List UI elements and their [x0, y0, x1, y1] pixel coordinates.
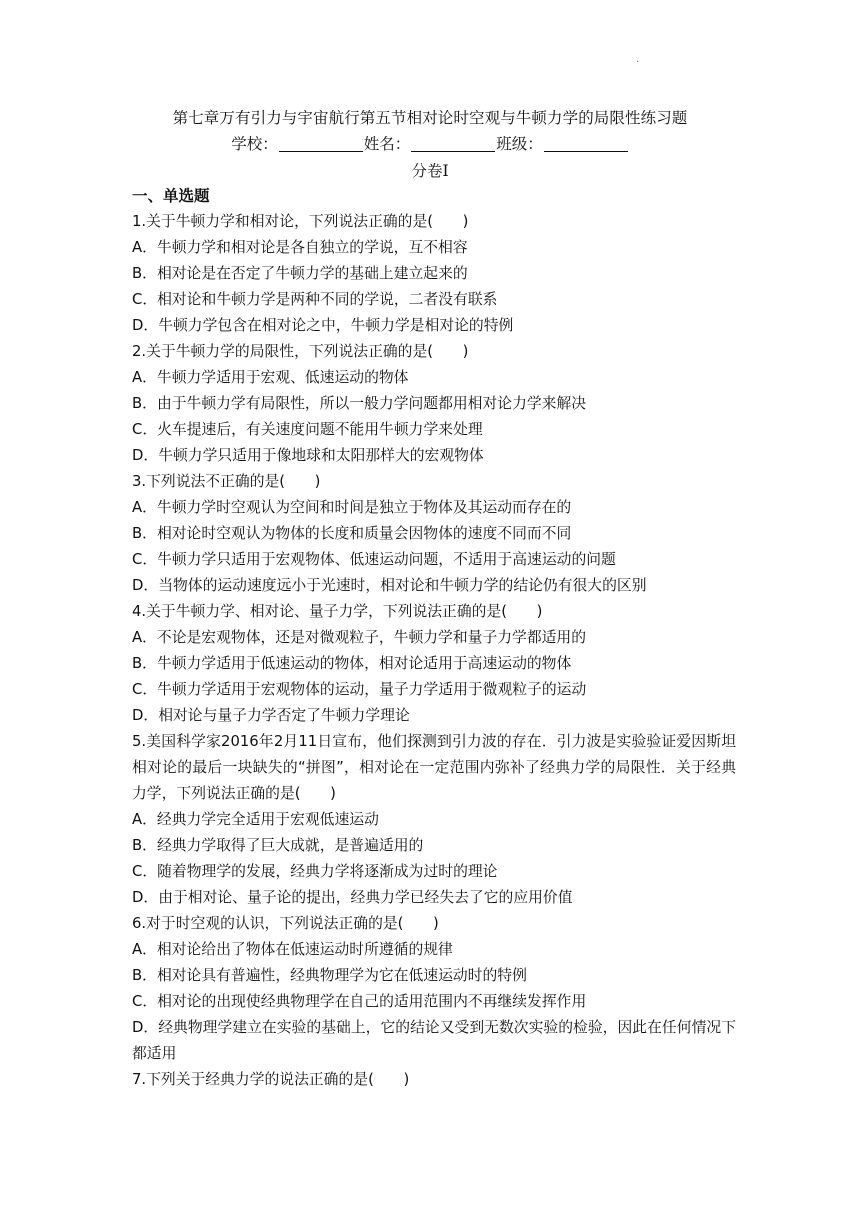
question-4 — [132, 599, 736, 729]
option-c: C．随着物理学的发展，经典力学将逐渐成为过时的理论 — [132, 863, 498, 880]
name-blank — [411, 135, 495, 152]
document-title: 第七章万有引力与宇宙航行第五节相对论时空观与牛顿力学的局限性练习题 — [172, 109, 688, 127]
question-stem: 4.关于牛顿力学、相对论、量子力学，下列说法正确的是( ) — [132, 603, 543, 620]
question-stem: 7.下列关于经典力学的说法正确的是( ) — [132, 1071, 410, 1088]
corner-mark: . — [636, 54, 640, 65]
option-a: A．经典力学完全适用于宏观低速运动 — [132, 811, 379, 828]
question-1 — [132, 209, 736, 339]
option-d: D．相对论与量子力学否定了牛顿力学理论 — [132, 707, 410, 724]
option-a: A．牛顿力学时空观认为空间和时间是独立于物体及其运动而存在的 — [132, 499, 572, 516]
option-a: A．相对论给出了物体在低速运动时所遵循的规律 — [132, 941, 453, 958]
option-b: B．经典力学取得了巨大成就，是普遍适用的 — [132, 837, 424, 854]
option-a: A．牛顿力学和相对论是各自独立的学说，互不相容 — [132, 239, 468, 256]
class-blank — [544, 135, 628, 152]
question-6 — [132, 911, 736, 1067]
volume-subtitle: 分卷I — [411, 162, 449, 180]
option-c: C．相对论的出现使经典物理学在自己的适用范围内不再继续发挥作用 — [132, 993, 587, 1010]
option-a: A．牛顿力学适用于宏观、低速运动的物体 — [132, 369, 409, 386]
option-d: D．牛顿力学包含在相对论之中，牛顿力学是相对论的特例 — [132, 317, 514, 334]
section-heading: 一、单选题 — [132, 187, 210, 205]
option-b: B．相对论是在否定了牛顿力学的基础上建立起来的 — [132, 265, 468, 282]
option-b: B．相对论时空观认为物体的长度和质量会因物体的速度不同而不同 — [132, 525, 572, 542]
class-label: 班级： — [496, 135, 543, 153]
school-blank — [279, 135, 363, 152]
question-stem: 1.关于牛顿力学和相对论，下列说法正确的是( ) — [132, 213, 469, 230]
option-c: C．牛顿力学适用于宏观物体的运动，量子力学适用于微观粒子的运动 — [132, 681, 587, 698]
option-c: C．火车提速后，有关速度问题不能用牛顿力学来处理 — [132, 421, 483, 438]
question-stem: 5.美国科学家2016年2月11日宣布，他们探测到引力波的存在．引力波是实验验证爱因斯坦相对论的最后一块缺失的“拼图”，相对论在一定范围内弥补了经典力学的局限性．关于经典力学，下列说法正确的是( ) — [132, 733, 736, 802]
question-stem: 2.关于牛顿力学的局限性，下列说法正确的是( ) — [132, 343, 469, 360]
document-header — [0, 106, 860, 183]
question-3 — [132, 469, 736, 599]
option-b: B．相对论具有普遍性，经典物理学为它在低速运动时的特例 — [132, 967, 527, 984]
school-label: 学校： — [231, 135, 278, 153]
option-b: B．牛顿力学适用于低速运动的物体，相对论适用于高速运动的物体 — [132, 655, 572, 672]
option-d: D．由于相对论、量子论的提出，经典力学已经失去了它的应用价值 — [132, 889, 573, 906]
question-2 — [132, 339, 736, 469]
question-stem: 3.下列说法不正确的是( ) — [132, 473, 321, 490]
question-7 — [132, 1067, 736, 1093]
option-b: B．由于牛顿力学有局限性，所以一般力学问题都用相对论力学来解决 — [132, 395, 587, 412]
document-body — [132, 183, 736, 1093]
question-stem: 6.对于时空观的认识，下列说法正确的是( ) — [132, 915, 439, 932]
option-c: C．相对论和牛顿力学是两种不同的学说，二者没有联系 — [132, 291, 498, 308]
option-d: D．牛顿力学只适用于像地球和太阳那样大的宏观物体 — [132, 447, 484, 464]
question-5 — [132, 729, 736, 911]
name-label: 姓名： — [363, 135, 411, 153]
option-c: C．牛顿力学只适用于宏观物体、低速运动问题，不适用于高速运动的问题 — [132, 551, 616, 568]
option-d: D．经典物理学建立在实验的基础上，它的结论又受到无数次实验的检验，因此在任何情况下都适用 — [132, 1019, 736, 1062]
student-info-line — [0, 132, 860, 156]
option-a: A．不论是宏观物体，还是对微观粒子，牛顿力学和量子力学都适用的 — [132, 629, 587, 646]
option-d: D．当物体的运动速度远小于光速时，相对论和牛顿力学的结论仍有很大的区别 — [132, 577, 647, 594]
